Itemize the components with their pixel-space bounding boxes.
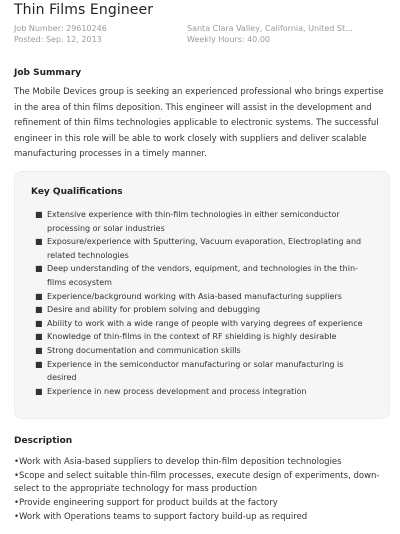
qualification-text: Knowledge of thin-films in the context of RF shielding is highly desirable (47, 332, 337, 342)
qualification-text: Experience/background working with Asia-based manufacturing suppliers (47, 291, 342, 301)
bullet-icon: ■ (35, 210, 43, 219)
key-qualifications-list (35, 208, 375, 398)
posted-date: Posted: Sep. 12, 2013 (14, 35, 102, 44)
qualification-item (35, 317, 375, 331)
qualification-text: Desire and ability for problem solving and debugging (47, 305, 261, 315)
bullet-icon: ■ (35, 264, 43, 274)
description-list (14, 456, 384, 525)
qualification-text: Deep understanding of the vendors, equipment, and technologies in the thin-films ecosystem (47, 264, 358, 287)
qualification-text: Extensive experience with thin-film technologies in either semiconductor processing or solar industries (47, 210, 340, 233)
bullet-icon: ■ (35, 332, 43, 342)
job-summary-heading: Job Summary (14, 68, 82, 78)
job-summary-text: The Mobile Devices group is seeking an experienced professional who brings expertise in the area of thin films deposition. This engineer will assist in the development and refinement of thin films technologies applicable to electronic systems. The successful engineer in this role will be able to work closely with suppliers and deliver scalable manufacturing processes in a timely manner. (14, 87, 384, 159)
job-number: Job Number: 29610246 (14, 24, 107, 33)
qualification-text: Exposure/experience with Sputtering, Vacuum evaporation, Electroplating and related technologies (47, 237, 362, 260)
bullet-icon: ■ (35, 291, 43, 301)
bullet-icon: ■ (35, 386, 43, 396)
qualification-text: Strong documentation and communication skills (47, 345, 241, 355)
qualification-item (35, 344, 375, 358)
qualification-text: Experience in new process development and process integration (47, 386, 307, 396)
qualification-text: Ability to work with a wide range of people with varying degrees of experience (47, 318, 363, 328)
description-item: •Scope and select suitable thin-film processes, execute design of experiments, down-select to the appropriate technology for mass production (14, 470, 380, 495)
qualification-item (35, 262, 375, 289)
description-item: •Work with Operations teams to support factory build-up as required (14, 511, 308, 522)
description-item: •Provide engineering support for product builds at the factory (14, 498, 278, 509)
description-item: •Work with Asia-based suppliers to develop thin-film deposition technologies (14, 457, 342, 467)
qualification-text: Experience in the semiconductor manufacturing or solar manufacturing is desired (47, 359, 344, 383)
qualification-item (35, 358, 375, 385)
job-title: Thin Films Engineer (14, 2, 154, 18)
key-qualifications-heading: Key Qualifications (31, 187, 123, 197)
qualification-item (35, 303, 375, 317)
bullet-icon: ■ (35, 237, 43, 247)
qualification-item (35, 290, 375, 304)
qualification-item (35, 330, 375, 344)
qualification-item (35, 385, 375, 399)
bullet-icon: ■ (35, 359, 43, 369)
qualification-item (35, 208, 375, 235)
weekly-hours: Weekly Hours: 40.00 (187, 35, 270, 44)
description-heading: Description (14, 436, 73, 446)
bullet-icon: ■ (35, 318, 43, 328)
qualification-item (35, 235, 375, 262)
bullet-icon: ■ (35, 345, 43, 355)
bullet-icon: ■ (35, 305, 43, 315)
job-location: Santa Clara Valley, California, United St... (187, 24, 353, 33)
key-qualifications-panel (14, 171, 390, 419)
